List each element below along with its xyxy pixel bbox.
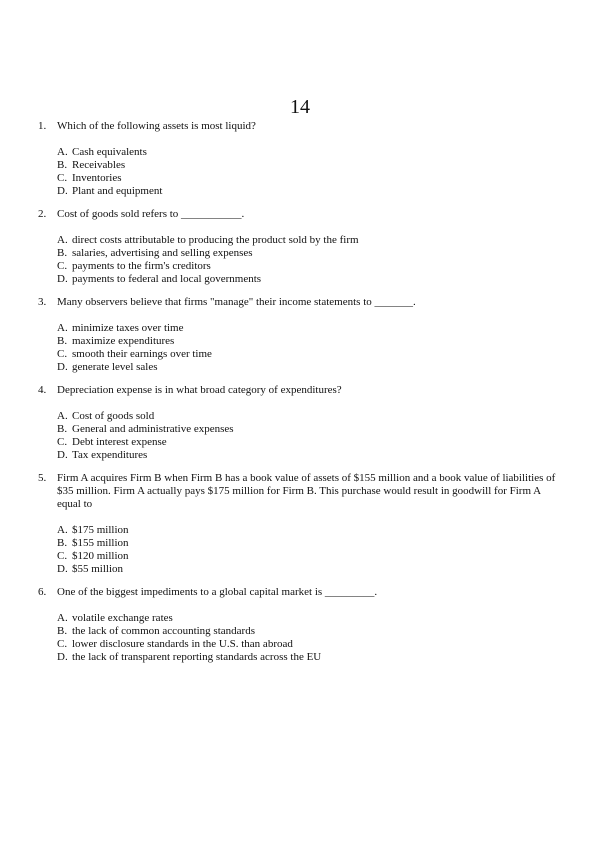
choice-letter: A. bbox=[57, 524, 68, 536]
choice-a bbox=[57, 146, 558, 159]
choice-a bbox=[57, 524, 558, 537]
choice-list bbox=[57, 234, 558, 286]
choice-d bbox=[57, 651, 558, 664]
choice-letter: A. bbox=[57, 146, 68, 158]
question-number: 1. bbox=[38, 120, 47, 132]
choice-text: volatile exchange rates bbox=[72, 612, 173, 624]
choice-c bbox=[57, 436, 558, 449]
choice-letter: C. bbox=[57, 172, 68, 184]
question-text: Cost of goods sold refers to ___________. bbox=[57, 208, 245, 220]
choice-text: generate level sales bbox=[72, 361, 158, 373]
choice-letter: D. bbox=[57, 563, 68, 575]
choice-letter: A. bbox=[57, 612, 68, 624]
choice-text: Receivables bbox=[72, 159, 126, 171]
page-number: 14 bbox=[290, 96, 310, 118]
choice-text: direct costs attributable to producing the product sold by the firm bbox=[72, 234, 359, 246]
question-6 bbox=[38, 586, 558, 664]
choice-c bbox=[57, 638, 558, 651]
choice-text: Cost of goods sold bbox=[72, 410, 155, 422]
choice-text: Debt interest expense bbox=[72, 436, 167, 448]
choice-b bbox=[57, 625, 558, 638]
choice-text: maximize expenditures bbox=[72, 335, 175, 347]
choice-a bbox=[57, 322, 558, 335]
choice-a bbox=[57, 410, 558, 423]
choice-text: smooth their earnings over time bbox=[72, 348, 212, 360]
choice-d bbox=[57, 185, 558, 198]
choice-list bbox=[57, 612, 558, 664]
choice-text: $55 million bbox=[72, 563, 124, 575]
question-number: 5. bbox=[38, 472, 47, 484]
choice-a bbox=[57, 234, 558, 247]
choice-letter: A. bbox=[57, 234, 68, 246]
choice-a bbox=[57, 612, 558, 625]
choice-text: the lack of transparent reporting standards across the EU bbox=[72, 651, 322, 663]
choice-letter: D. bbox=[57, 185, 68, 197]
question-text: One of the biggest impediments to a global capital market is _________. bbox=[57, 586, 378, 598]
choice-letter: B. bbox=[57, 537, 68, 549]
question-3 bbox=[38, 296, 558, 374]
choice-letter: C. bbox=[57, 550, 68, 562]
choice-c bbox=[57, 550, 558, 563]
choice-list bbox=[57, 146, 558, 198]
question-2 bbox=[38, 208, 558, 286]
choice-letter: C. bbox=[57, 436, 68, 448]
choice-text: $155 million bbox=[72, 537, 129, 549]
choice-text: payments to federal and local governments bbox=[72, 273, 262, 285]
choice-b bbox=[57, 159, 558, 172]
choice-text: minimize taxes over time bbox=[72, 322, 184, 334]
choice-letter: D. bbox=[57, 361, 68, 373]
choice-letter: B. bbox=[57, 335, 68, 347]
choice-b bbox=[57, 335, 558, 348]
choice-text: Cash equivalents bbox=[72, 146, 147, 158]
question-5 bbox=[38, 472, 558, 576]
choice-list bbox=[57, 322, 558, 374]
question-1 bbox=[38, 120, 558, 198]
choice-letter: C. bbox=[57, 348, 68, 360]
choice-d bbox=[57, 449, 558, 462]
question-number: 3. bbox=[38, 296, 47, 308]
choice-text: General and administrative expenses bbox=[72, 423, 234, 435]
choice-letter: C. bbox=[57, 260, 68, 272]
choice-letter: A. bbox=[57, 322, 68, 334]
choice-b bbox=[57, 537, 558, 550]
question-4 bbox=[38, 384, 558, 462]
choice-b bbox=[57, 423, 558, 436]
question-text: Many observers believe that firms "manage" their income statements to _______. bbox=[57, 296, 416, 308]
choice-letter: A. bbox=[57, 410, 68, 422]
choice-letter: C. bbox=[57, 638, 68, 650]
question-number: 6. bbox=[38, 586, 47, 598]
choice-text: $175 million bbox=[72, 524, 129, 536]
choice-letter: B. bbox=[57, 159, 68, 171]
choice-c bbox=[57, 348, 558, 361]
choice-text: salaries, advertising and selling expenses bbox=[72, 247, 253, 259]
choice-d bbox=[57, 361, 558, 374]
choice-text: Inventories bbox=[72, 172, 122, 184]
choice-letter: B. bbox=[57, 247, 68, 259]
choice-letter: B. bbox=[57, 423, 68, 435]
choice-list bbox=[57, 524, 558, 576]
choice-text: Tax expenditures bbox=[72, 449, 148, 461]
choice-d bbox=[57, 273, 558, 286]
question-list bbox=[38, 120, 558, 664]
question-text: Depreciation expense is in what broad category of expenditures? bbox=[57, 384, 342, 396]
choice-text: the lack of common accounting standards bbox=[72, 625, 255, 637]
choice-text: $120 million bbox=[72, 550, 129, 562]
choice-text: lower disclosure standards in the U.S. than abroad bbox=[72, 638, 293, 650]
choice-c bbox=[57, 172, 558, 185]
choice-c bbox=[57, 260, 558, 273]
choice-letter: D. bbox=[57, 273, 68, 285]
question-text: Firm A acquires Firm B when Firm B has a book value of assets of $155 million and a book value of liabilities of $35 million. Firm A actually pays $175 million for Firm B. This purchase would result in goodwill for Firm A equal to bbox=[57, 472, 556, 510]
choice-b bbox=[57, 247, 558, 260]
question-number: 4. bbox=[38, 384, 47, 396]
choice-letter: B. bbox=[57, 625, 68, 637]
choice-text: Plant and equipment bbox=[72, 185, 163, 197]
choice-letter: D. bbox=[57, 449, 68, 461]
choice-text: payments to the firm's creditors bbox=[72, 260, 211, 272]
choice-list bbox=[57, 410, 558, 462]
choice-letter: D. bbox=[57, 651, 68, 663]
question-number: 2. bbox=[38, 208, 47, 220]
choice-d bbox=[57, 563, 558, 576]
question-text: Which of the following assets is most liquid? bbox=[57, 120, 256, 132]
